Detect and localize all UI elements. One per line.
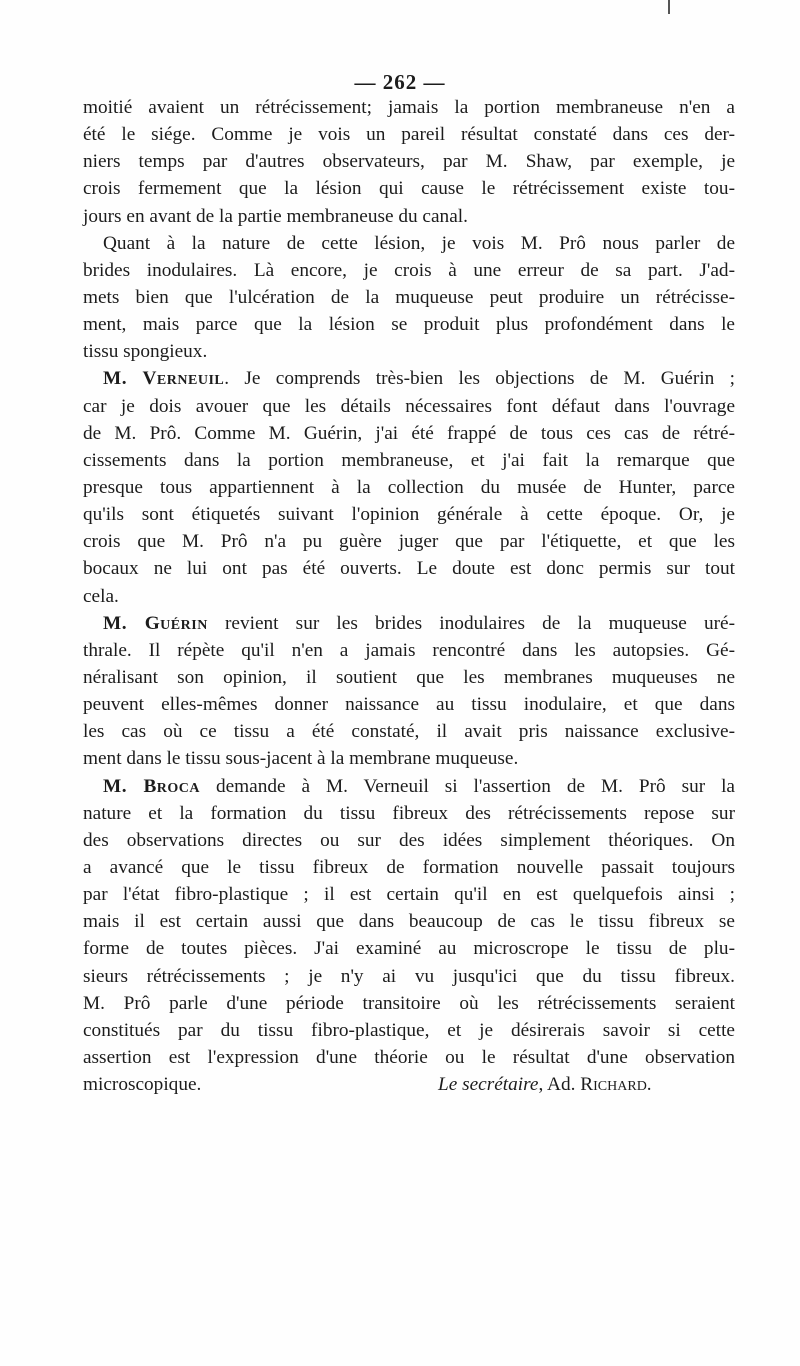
text-line: Quant à la nature de cette lésion, je vois M. Prô nous parler de bbox=[103, 232, 735, 254]
text-line: M. Prô parle d'une période transitoire où les rétrécissements seraient bbox=[83, 992, 735, 1014]
text-line: assertion est l'expression d'une théorie ou le résultat d'une observation bbox=[83, 1046, 735, 1068]
closing-word: microscopique. bbox=[83, 1074, 202, 1096]
text-fragment: demande à M. Verneuil si l'assertion de M. Prô sur la bbox=[200, 775, 735, 797]
text-line: sieurs rétrécissements ; je n'y ai vu jusqu'ici que du tissu fibreux. bbox=[83, 965, 735, 987]
text-line: tissu spongieux. bbox=[83, 341, 208, 363]
text-line bbox=[83, 365, 735, 392]
text-line: les cas où ce tissu a été constaté, il avait pris naissance exclusive- bbox=[83, 721, 735, 743]
text-line: a avancé que le tissu fibreux de formation nouvelle passait toujours bbox=[83, 856, 735, 878]
text-line: constitués par du tissu fibro-plastique, et je désirerais savoir si cette bbox=[83, 1019, 735, 1041]
text-line: car je dois avouer que les détails nécessaires font défaut dans l'ouvrage bbox=[83, 395, 735, 417]
speaker-name: M. Guérin bbox=[103, 612, 208, 634]
text-line: niers temps par d'autres observateurs, par M. Shaw, par exemple, je bbox=[83, 151, 735, 173]
body-text bbox=[83, 94, 735, 1098]
text-line: bocaux ne lui ont pas été ouverts. Le doute est donc permis sur tout bbox=[83, 558, 735, 580]
text-line: brides inodulaires. Là encore, je crois à une erreur de sa part. J'ad- bbox=[83, 259, 735, 281]
text-line: moitié avaient un rétrécissement; jamais la portion membraneuse n'en a bbox=[83, 97, 735, 118]
paragraph-2 bbox=[83, 230, 735, 366]
signature bbox=[438, 1071, 652, 1098]
paragraph-1 bbox=[83, 94, 735, 230]
signature-separator: , Ad. bbox=[538, 1074, 581, 1096]
text-line: par l'état fibro-plastique ; il est certain qu'il en est quelquefois ainsi ; bbox=[83, 884, 735, 906]
page-number: — 262 — bbox=[354, 70, 446, 94]
text-line: jours en avant de la partie membraneuse du canal. bbox=[83, 205, 468, 227]
text-line: néralisant son opinion, il soutient que les membranes muqueuses ne bbox=[83, 666, 735, 688]
text-line: crois que M. Prô n'a pu guère juger que par l'étiquette, et que les bbox=[83, 531, 735, 553]
closing-line bbox=[83, 1071, 735, 1098]
text-line: thrale. Il répète qu'il n'en a jamais rencontré dans les autopsies. Gé- bbox=[83, 639, 735, 661]
text-line: cissements dans la portion membraneuse, et j'ai fait la remarque que bbox=[83, 449, 735, 471]
text-line: ment, mais parce que la lésion se produit plus profondément dans le bbox=[83, 314, 735, 336]
signature-name: Richard. bbox=[580, 1074, 652, 1096]
text-line: presque tous appartiennent à la collection du musée de Hunter, parce bbox=[83, 476, 735, 498]
text-line: peuvent elles-mêmes donner naissance au tissu inodulaire, et que dans bbox=[83, 694, 735, 716]
text-line: ment dans le tissu sous-jacent à la membrane muqueuse. bbox=[83, 748, 519, 770]
text-fragment: . Je comprends très-bien les objections de M. Guérin ; bbox=[224, 368, 735, 390]
text-line: cela. bbox=[83, 585, 119, 607]
paragraph-verneuil bbox=[83, 365, 735, 609]
text-fragment: revient sur les brides inodulaires de la muqueuse uré- bbox=[207, 612, 735, 634]
text-line: mais il est certain aussi que dans beaucoup de cas le tissu fibreux se bbox=[83, 911, 735, 933]
signature-role: Le secrétaire bbox=[438, 1074, 539, 1096]
text-line: de M. Prô. Comme M. Guérin, j'ai été frappé de tous ces cas de rétré- bbox=[83, 422, 735, 444]
text-line: des observations directes ou sur des idées simplement théoriques. On bbox=[83, 829, 735, 851]
paragraph-broca bbox=[83, 773, 735, 1099]
text-line: qu'ils sont étiquetés suivant l'opinion générale à cette époque. Or, je bbox=[83, 504, 735, 526]
speaker-name: M. Verneuil bbox=[103, 368, 225, 390]
page-edge-mark bbox=[668, 0, 670, 14]
text-line: été le siége. Comme je vois un pareil résultat constaté dans ces der- bbox=[83, 124, 735, 146]
paragraph-guerin bbox=[83, 610, 735, 773]
text-line bbox=[83, 773, 735, 800]
speaker-name: M. Broca bbox=[103, 775, 201, 797]
text-line bbox=[83, 610, 735, 637]
text-line: mets bien que l'ulcération de la muqueuse peut produire un rétrécisse- bbox=[83, 286, 735, 308]
text-line: forme de toutes pièces. J'ai examiné au microscrope le tissu de plu- bbox=[83, 938, 735, 960]
text-line: crois fermement que la lésion qui cause le rétrécissement existe tou- bbox=[83, 178, 735, 200]
text-line: nature et la formation du tissu fibreux des rétrécissements repose sur bbox=[83, 802, 735, 824]
